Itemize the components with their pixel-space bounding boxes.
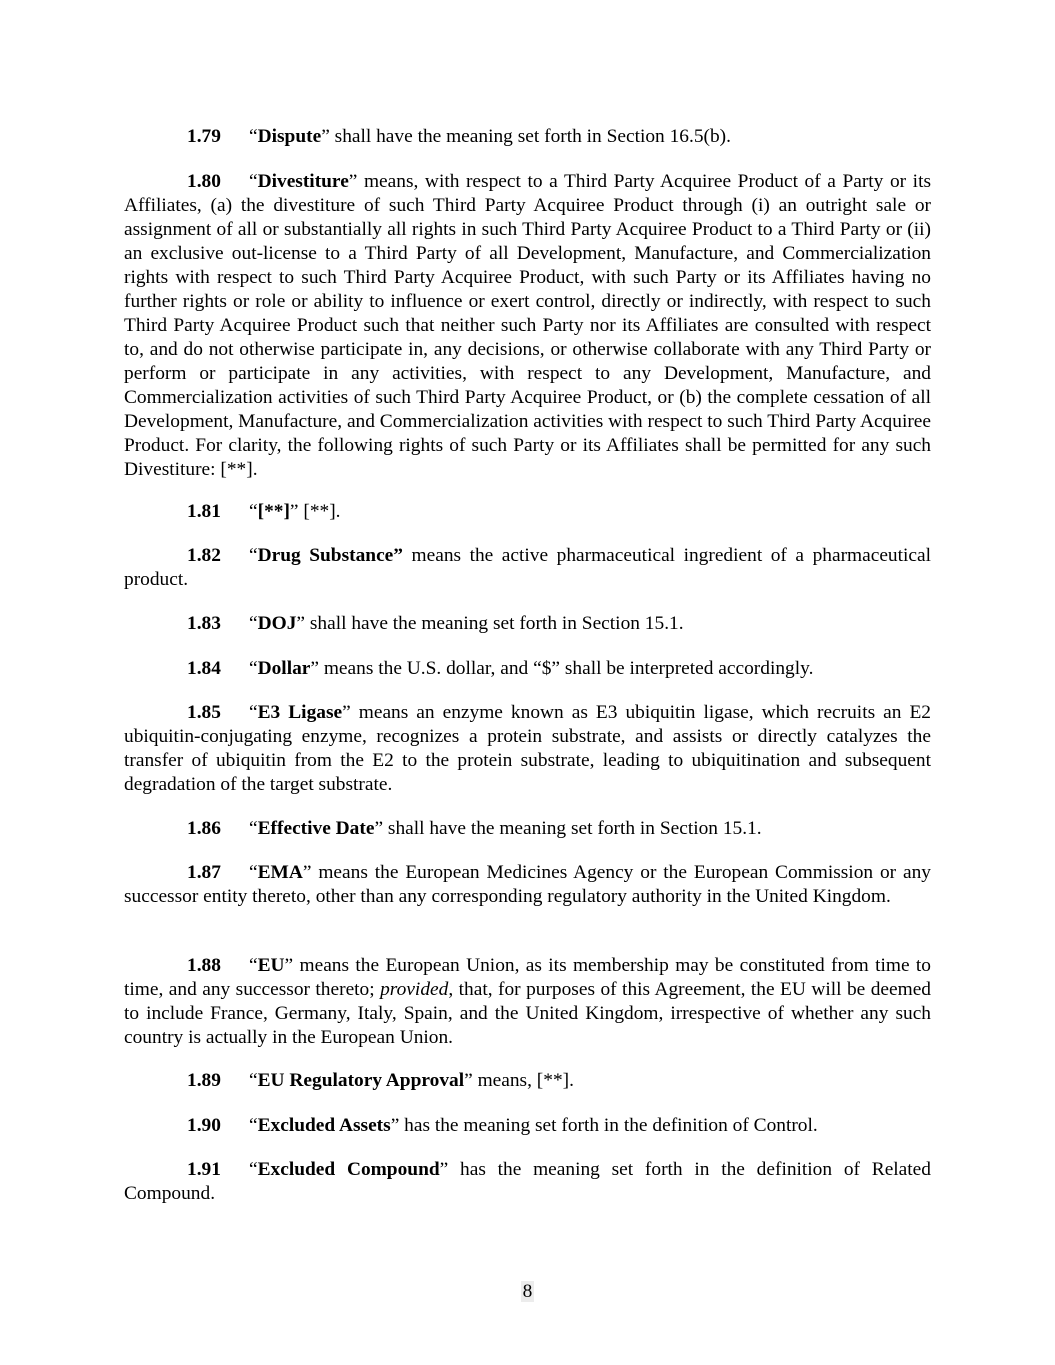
definition-1-91: 1.91 “Excluded Compound” has the meaning set forth in the definition of Related Compound. xyxy=(124,1159,931,1204)
definition-1-85: 1.85 “E3 Ligase” means an enzyme known as E3 ubiquitin ligase, which recruits an E2 ubiquitin-conjugating enzyme, recognizes a protein substrate, and assists or directly catalyzes the transfer of ubiquitin from the E2 to the protein substrate, leading to ubiquitination and subsequent degradation of the target substrate. xyxy=(124,702,931,795)
defined-term: Excluded Compound xyxy=(257,1159,440,1180)
definition-text: means the active pharmaceutical ingredient of a pharmaceutical product. xyxy=(124,545,931,590)
definition-text: means, with respect to a Third Party Acquiree Product of a Party or its Affiliates, (a) the divestiture of such Third Party Acquiree Product through (i) an outright sale or assignment of all or substantially all rights in such Third Party Acquiree Product to a Third Party or (ii) an exclusive out-license to a Third Party of all Development, Manufacture, and Commercialization rights with respect to such Third Party Acquiree Product, with such Party or its Affiliates having no further rights or role or ability to influence or exert control, directly or indirectly, with respect to such Third Party Acquiree Product such that neither such Party nor its Affiliates are consulted with respect to, and do not otherwise participate in, any decisions, or otherwise collaborate with any Third Party or perform or participate in any activities, with respect to any Development, Manufacture, and Commercialization activities of such Third Party Acquiree Product, or (b) the complete cessation of all Development, Manufacture, and Commercialization activities with respect to such Third Party Acquiree Product. For clarity, the following rights of such Party or its Affiliates shall be permitted for any such Divestiture: [**]. xyxy=(124,171,931,480)
defined-term: Dispute xyxy=(257,126,322,147)
definition-1-88: 1.88 “EU” means the European Union, as its membership may be constituted from time to time, and any successor thereto; provided, that, for purposes of this Agreement, the EU will be deemed to include France, Germany, Italy, Spain, and the United Kingdom, irrespective of whether any such country is actually in the European Union. xyxy=(124,955,932,1048)
definition-text-italic: provided xyxy=(380,979,449,1000)
defined-term: EMA xyxy=(257,862,303,883)
section-number: 1.86 xyxy=(187,818,221,839)
definition-text: shall have the meaning set forth in Section 15.1. xyxy=(305,613,684,634)
definition-1-84: 1.84 “Dollar” means the U.S. dollar, and “$” shall be interpreted accordingly. xyxy=(187,658,814,679)
definition-1-90: 1.90 “Excluded Assets” has the meaning set forth in the definition of Control. xyxy=(187,1115,818,1136)
section-number: 1.84 xyxy=(187,658,221,679)
section-number: 1.81 xyxy=(187,501,221,522)
section-number: 1.90 xyxy=(187,1115,221,1136)
definition-1-82: 1.82 “Drug Substance” means the active pharmaceutical ingredient of a pharmaceutical product. xyxy=(124,545,931,590)
section-number: 1.85 xyxy=(187,702,221,723)
defined-term: Drug Substance” xyxy=(257,545,403,566)
definition-text: shall have the meaning set forth in Section 16.5(b). xyxy=(329,126,731,147)
definition-text: [**]. xyxy=(298,501,341,522)
definition-1-86: 1.86 “Effective Date” shall have the meaning set forth in Section 15.1. xyxy=(187,818,762,839)
defined-term: DOJ xyxy=(257,613,297,634)
definition-1-83: 1.83 “DOJ” shall have the meaning set forth in Section 15.1. xyxy=(187,613,684,634)
section-number: 1.83 xyxy=(187,613,221,634)
defined-term: EU xyxy=(257,955,285,976)
section-number: 1.88 xyxy=(187,955,221,976)
definition-text: has the meaning set forth in the definition of Related Compound. xyxy=(124,1159,931,1204)
definition-1-81: 1.81 “[**]” [**]. xyxy=(187,501,341,522)
defined-term: EU Regulatory Approval xyxy=(257,1070,465,1091)
definition-1-89: 1.89 “EU Regulatory Approval” means, [**]. xyxy=(187,1070,574,1091)
section-number: 1.79 xyxy=(187,126,221,147)
definition-1-79: 1.79 “Dispute” shall have the meaning set forth in Section 16.5(b). xyxy=(187,126,731,147)
definition-text: shall have the meaning set forth in Section 15.1. xyxy=(383,818,762,839)
definition-text-continued: , that, for purposes of this Agreement, the EU will be deemed to include France, Germany, Italy, Spain, and the United Kingdom, irrespective of whether any such country is actually in the European Union. xyxy=(124,979,932,1048)
page-number: 8 xyxy=(522,1281,533,1302)
definition-text: means an enzyme known as E3 ubiquitin ligase, which recruits an E2 ubiquitin-conjugating enzyme, recognizes a protein substrate, and assists or directly catalyzes the transfer of ubiquitin from the E2 to the protein substrate, leading to ubiquitination and subsequent degradation of the target substrate. xyxy=(124,702,931,795)
defined-term: Excluded Assets xyxy=(257,1115,391,1136)
definition-text: has the meaning set forth in the definition of Control. xyxy=(399,1115,818,1136)
section-number: 1.91 xyxy=(187,1159,221,1180)
definition-text: means the European Union, as its membership may be constituted from time to time, and any successor thereto; xyxy=(124,955,931,1000)
defined-term: Divestiture xyxy=(257,171,349,192)
defined-term: E3 Ligase xyxy=(257,702,343,723)
defined-term: Dollar xyxy=(257,658,311,679)
definition-text: means the European Medicines Agency or the European Commission or any successor entity thereto, other than any corresponding regulatory authority in the United Kingdom. xyxy=(124,862,931,907)
defined-term: Effective Date xyxy=(257,818,375,839)
section-number: 1.80 xyxy=(187,171,221,192)
defined-term: [**] xyxy=(257,501,290,522)
definition-text: means, [**]. xyxy=(472,1070,574,1091)
definition-1-80: 1.80 “Divestiture” means, with respect to a Third Party Acquiree Product of a Party or its Affiliates, (a) the divestiture of such Third Party Acquiree Product through (i) an outright sale or assignment of all or substantially all rights in such Third Party Acquiree Product to a Third Party or (ii) an exclusive out-license to a Third Party of all Development, Manufacture, and Commercialization rights with respect to such Third Party Acquiree Product, with such Party or its Affiliates having no further rights or role or ability to influence or exert control, directly or indirectly, with respect to such Third Party Acquiree Product such that neither such Party nor its Affiliates are consulted with respect to, and do not otherwise participate in, any decisions, or otherwise collaborate with any Third Party or perform or participate in any activities, with respect to any Development, Manufacture, and Commercialization activities of such Third Party Acquiree Product, or (b) the complete cessation of all Development, Manufacture, and Commercialization activities with respect to such Third Party Acquiree Product. For clarity, the following rights of such Party or its Affiliates shall be permitted for any such Divestiture: [**]. xyxy=(124,171,931,480)
section-number: 1.87 xyxy=(187,862,221,883)
definition-text: means the U.S. dollar, and “$” shall be interpreted accordingly. xyxy=(319,658,814,679)
section-number: 1.82 xyxy=(187,545,221,566)
definition-1-87: 1.87 “EMA” means the European Medicines Agency or the European Commission or any successor entity thereto, other than any corresponding regulatory authority in the United Kingdom. xyxy=(124,862,931,907)
section-number: 1.89 xyxy=(187,1070,221,1091)
